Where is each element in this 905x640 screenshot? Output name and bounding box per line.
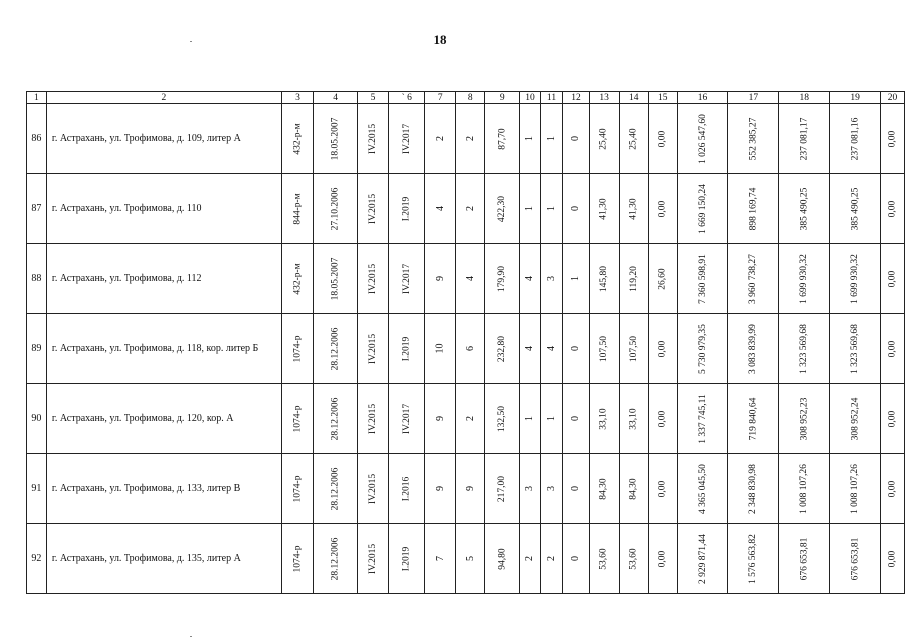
col17-amount-cell-text: 898 169,74 bbox=[748, 187, 759, 231]
col17-amount-cell bbox=[728, 454, 779, 524]
col18-amount-cell bbox=[779, 454, 830, 524]
end-quarter-cell-text: I.2016 bbox=[401, 476, 412, 502]
col13-area-cell bbox=[589, 244, 619, 314]
start-quarter-cell bbox=[357, 524, 388, 594]
col7-cell bbox=[425, 314, 456, 384]
document-date-cell-text: 28.12.2006 bbox=[330, 537, 341, 581]
col11-cell bbox=[540, 384, 563, 454]
col15-area-cell bbox=[648, 524, 677, 594]
col11-cell-text: 3 bbox=[546, 486, 557, 491]
col15-area-cell-text: 26,60 bbox=[657, 268, 668, 290]
col13-area-cell-text: 33,10 bbox=[599, 408, 610, 430]
col13-area-cell-text: 25,40 bbox=[599, 128, 610, 150]
col10-cell-text: 1 bbox=[524, 136, 536, 141]
col17-amount-cell bbox=[728, 314, 779, 384]
end-quarter-cell bbox=[389, 174, 425, 244]
col8-cell bbox=[456, 104, 485, 174]
col8-cell-text: 2 bbox=[464, 206, 476, 211]
document-number-cell-text: 432-р-м bbox=[292, 123, 303, 155]
col11-cell-text: 1 bbox=[546, 136, 557, 141]
col13-area-cell-text: 41,30 bbox=[599, 198, 610, 220]
end-quarter-cell-text: I.2019 bbox=[401, 196, 412, 222]
col13-area-cell bbox=[589, 454, 619, 524]
col19-amount-cell-text: 385 490,25 bbox=[850, 187, 861, 231]
column-number-header: 3 bbox=[281, 92, 313, 104]
col19-amount-cell-text: 1 699 930,32 bbox=[850, 254, 861, 304]
col8-cell-text: 5 bbox=[464, 556, 476, 561]
col12-cell bbox=[563, 314, 589, 384]
end-quarter-cell-text: I.2019 bbox=[401, 546, 412, 572]
col10-cell bbox=[520, 524, 540, 594]
document-number-cell bbox=[281, 524, 313, 594]
col14-area-cell-text: 33,10 bbox=[628, 408, 639, 430]
col19-amount-cell bbox=[830, 104, 881, 174]
col12-cell-text: 0 bbox=[570, 136, 582, 141]
col17-amount-cell-text: 719 840,64 bbox=[748, 397, 759, 441]
col9-area-cell bbox=[485, 314, 520, 384]
col10-cell bbox=[520, 314, 540, 384]
col18-amount-cell-text: 1 008 107,26 bbox=[799, 464, 810, 514]
col17-amount-cell-text: 552 385,27 bbox=[748, 117, 759, 161]
end-quarter-cell bbox=[389, 314, 425, 384]
col14-area-cell-text: 107,50 bbox=[628, 335, 639, 363]
column-number-header: 18 bbox=[779, 92, 830, 104]
col15-area-cell bbox=[648, 384, 677, 454]
end-quarter-cell-text: I.2019 bbox=[401, 336, 412, 362]
col18-amount-cell bbox=[779, 174, 830, 244]
col20-amount-cell-text: 0,00 bbox=[887, 550, 898, 568]
col16-amount-cell-text: 2 929 871,44 bbox=[697, 534, 708, 584]
col7-cell-text: 9 bbox=[434, 416, 446, 421]
column-number-header: ` 6 bbox=[389, 92, 425, 104]
col13-area-cell-text: 53,60 bbox=[599, 548, 610, 570]
col7-cell-text: 9 bbox=[434, 276, 446, 281]
col14-area-cell bbox=[619, 454, 648, 524]
column-number-header: 15 bbox=[648, 92, 677, 104]
column-number-header: 12 bbox=[563, 92, 589, 104]
col10-cell-text: 1 bbox=[524, 416, 536, 421]
row-number: 86 bbox=[27, 104, 47, 174]
address-cell: г. Астрахань, ул. Трофимова, д. 109, литер А bbox=[46, 104, 281, 174]
col10-cell bbox=[520, 454, 540, 524]
col9-area-cell-text: 422,30 bbox=[497, 195, 508, 223]
col9-area-cell-text: 217,00 bbox=[497, 475, 508, 503]
row-number: 92 bbox=[27, 524, 47, 594]
col7-cell-text: 10 bbox=[434, 343, 446, 354]
col13-area-cell bbox=[589, 314, 619, 384]
col15-area-cell-text: 0,00 bbox=[657, 550, 668, 568]
table-row bbox=[27, 384, 905, 454]
col13-area-cell bbox=[589, 384, 619, 454]
col20-amount-cell-text: 0,00 bbox=[887, 340, 898, 358]
column-number-header: 20 bbox=[881, 92, 905, 104]
col16-amount-cell bbox=[677, 104, 728, 174]
col15-area-cell-text: 0,00 bbox=[657, 200, 668, 218]
end-quarter-cell-text: IV.2017 bbox=[401, 123, 412, 155]
col12-cell bbox=[563, 104, 589, 174]
col20-amount-cell bbox=[881, 314, 905, 384]
col13-area-cell bbox=[589, 524, 619, 594]
col14-area-cell bbox=[619, 244, 648, 314]
col15-area-cell bbox=[648, 174, 677, 244]
col8-cell-text: 4 bbox=[464, 276, 476, 281]
col12-cell bbox=[563, 454, 589, 524]
col12-cell-text: 1 bbox=[570, 276, 582, 281]
col20-amount-cell bbox=[881, 454, 905, 524]
table-row bbox=[27, 104, 905, 174]
document-date-cell bbox=[314, 244, 358, 314]
start-quarter-cell bbox=[357, 104, 388, 174]
col10-cell bbox=[520, 174, 540, 244]
col14-area-cell bbox=[619, 174, 648, 244]
col8-cell bbox=[456, 174, 485, 244]
column-number-header: 10 bbox=[520, 92, 540, 104]
start-quarter-cell-text: IV.2015 bbox=[368, 403, 379, 435]
col9-area-cell bbox=[485, 244, 520, 314]
apartment-buildings-table bbox=[26, 91, 905, 594]
column-number-header: 8 bbox=[456, 92, 485, 104]
col16-amount-cell-text: 1 026 547,60 bbox=[697, 114, 708, 164]
col8-cell bbox=[456, 384, 485, 454]
document-number-cell-text: 432-р-м bbox=[292, 263, 303, 295]
column-number-row bbox=[27, 92, 905, 104]
col20-amount-cell bbox=[881, 524, 905, 594]
col16-amount-cell bbox=[677, 314, 728, 384]
end-quarter-cell bbox=[389, 384, 425, 454]
col16-amount-cell bbox=[677, 384, 728, 454]
address-cell: г. Астрахань, ул. Трофимова, д. 133, литер В bbox=[46, 454, 281, 524]
col12-cell bbox=[563, 384, 589, 454]
col11-cell-text: 1 bbox=[546, 416, 557, 421]
col14-area-cell-text: 25,40 bbox=[628, 128, 639, 150]
document-number-cell-text: 1074-р bbox=[292, 545, 303, 573]
col11-cell bbox=[540, 314, 563, 384]
row-number: 89 bbox=[27, 314, 47, 384]
col17-amount-cell bbox=[728, 524, 779, 594]
col10-cell-text: 4 bbox=[524, 276, 536, 281]
col8-cell bbox=[456, 454, 485, 524]
column-number-header: 11 bbox=[540, 92, 563, 104]
col16-amount-cell-text: 1 337 745,11 bbox=[697, 394, 708, 444]
col7-cell bbox=[425, 384, 456, 454]
col9-area-cell-text: 179,90 bbox=[497, 265, 508, 293]
col7-cell-text: 4 bbox=[434, 206, 446, 211]
table-row bbox=[27, 454, 905, 524]
col20-amount-cell-text: 0,00 bbox=[887, 130, 898, 148]
col12-cell-text: 0 bbox=[570, 206, 582, 211]
col13-area-cell bbox=[589, 104, 619, 174]
col10-cell bbox=[520, 384, 540, 454]
document-date-cell-text: 28.12.2006 bbox=[330, 327, 341, 371]
scan-speck bbox=[190, 636, 192, 637]
col10-cell-text: 3 bbox=[524, 486, 536, 491]
col16-amount-cell bbox=[677, 524, 728, 594]
col11-cell bbox=[540, 524, 563, 594]
document-number-cell-text: 1074-р bbox=[292, 335, 303, 363]
col15-area-cell bbox=[648, 454, 677, 524]
col15-area-cell-text: 0,00 bbox=[657, 340, 668, 358]
col17-amount-cell bbox=[728, 384, 779, 454]
end-quarter-cell bbox=[389, 454, 425, 524]
col12-cell-text: 0 bbox=[570, 346, 582, 351]
column-number-header: 4 bbox=[314, 92, 358, 104]
col12-cell-text: 0 bbox=[570, 416, 582, 421]
col15-area-cell bbox=[648, 244, 677, 314]
col17-amount-cell-text: 2 348 830,98 bbox=[748, 464, 759, 514]
col9-area-cell-text: 232,80 bbox=[497, 335, 508, 363]
col18-amount-cell-text: 385 490,25 bbox=[799, 187, 810, 231]
start-quarter-cell bbox=[357, 314, 388, 384]
col13-area-cell-text: 145,80 bbox=[599, 265, 610, 293]
col14-area-cell-text: 84,30 bbox=[628, 478, 639, 500]
column-number-header: 13 bbox=[589, 92, 619, 104]
col14-area-cell-text: 53,60 bbox=[628, 548, 639, 570]
col8-cell bbox=[456, 244, 485, 314]
col18-amount-cell bbox=[779, 314, 830, 384]
column-number-header: 19 bbox=[830, 92, 881, 104]
col13-area-cell-text: 84,30 bbox=[599, 478, 610, 500]
document-number-cell bbox=[281, 314, 313, 384]
col7-cell bbox=[425, 174, 456, 244]
address-cell: г. Астрахань, ул. Трофимова, д. 110 bbox=[46, 174, 281, 244]
col19-amount-cell-text: 1 323 569,68 bbox=[850, 324, 861, 374]
document-date-cell-text: 28.12.2006 bbox=[330, 397, 341, 441]
col12-cell bbox=[563, 244, 589, 314]
column-number-header: 5 bbox=[357, 92, 388, 104]
start-quarter-cell bbox=[357, 454, 388, 524]
start-quarter-cell-text: IV.2015 bbox=[368, 473, 379, 505]
col14-area-cell-text: 119,20 bbox=[628, 266, 639, 292]
col8-cell bbox=[456, 314, 485, 384]
col8-cell-text: 6 bbox=[464, 346, 476, 351]
col15-area-cell bbox=[648, 314, 677, 384]
start-quarter-cell-text: IV.2015 bbox=[368, 123, 379, 155]
col20-amount-cell bbox=[881, 244, 905, 314]
col8-cell-text: 9 bbox=[464, 486, 476, 491]
col16-amount-cell bbox=[677, 174, 728, 244]
document-number-cell bbox=[281, 104, 313, 174]
document-number-cell-text: 1074-р bbox=[292, 475, 303, 503]
row-number: 88 bbox=[27, 244, 47, 314]
document-number-cell bbox=[281, 174, 313, 244]
col13-area-cell bbox=[589, 174, 619, 244]
address-cell: г. Астрахань, ул. Трофимова, д. 118, кор. литер Б bbox=[46, 314, 281, 384]
col19-amount-cell-text: 237 081,16 bbox=[850, 117, 861, 161]
col9-area-cell bbox=[485, 104, 520, 174]
end-quarter-cell-text: IV.2017 bbox=[401, 263, 412, 295]
col20-amount-cell-text: 0,00 bbox=[887, 270, 898, 288]
table-row bbox=[27, 314, 905, 384]
col19-amount-cell-text: 1 008 107,26 bbox=[850, 464, 861, 514]
col12-cell-text: 0 bbox=[570, 556, 582, 561]
col15-area-cell bbox=[648, 104, 677, 174]
col16-amount-cell-text: 4 365 045,50 bbox=[697, 464, 708, 514]
col17-amount-cell bbox=[728, 104, 779, 174]
col15-area-cell-text: 0,00 bbox=[657, 480, 668, 498]
page-number: 18 bbox=[433, 32, 447, 47]
col18-amount-cell-text: 237 081,17 bbox=[799, 117, 810, 161]
document-number-cell bbox=[281, 244, 313, 314]
col12-cell bbox=[563, 174, 589, 244]
col19-amount-cell bbox=[830, 454, 881, 524]
start-quarter-cell-text: IV.2015 bbox=[368, 543, 379, 575]
col11-cell bbox=[540, 174, 563, 244]
document-number-cell bbox=[281, 384, 313, 454]
col19-amount-cell-text: 676 653,81 bbox=[850, 537, 861, 581]
table-row bbox=[27, 244, 905, 314]
address-cell: г. Астрахань, ул. Трофимова, д. 112 bbox=[46, 244, 281, 314]
col9-area-cell bbox=[485, 174, 520, 244]
start-quarter-cell bbox=[357, 244, 388, 314]
scan-speck bbox=[190, 41, 192, 42]
col14-area-cell bbox=[619, 104, 648, 174]
address-cell: г. Астрахань, ул. Трофимова, д. 135, литер А bbox=[46, 524, 281, 594]
column-number-header: 14 bbox=[619, 92, 648, 104]
end-quarter-cell bbox=[389, 244, 425, 314]
col19-amount-cell bbox=[830, 384, 881, 454]
end-quarter-cell-text: IV.2017 bbox=[401, 403, 412, 435]
col19-amount-cell bbox=[830, 314, 881, 384]
document-date-cell bbox=[314, 524, 358, 594]
column-number-header: 16 bbox=[677, 92, 728, 104]
col10-cell-text: 4 bbox=[524, 346, 536, 351]
col11-cell-text: 3 bbox=[546, 276, 557, 281]
col7-cell bbox=[425, 244, 456, 314]
col17-amount-cell-text: 1 576 563,82 bbox=[748, 534, 759, 584]
col14-area-cell bbox=[619, 384, 648, 454]
col14-area-cell-text: 41,30 bbox=[628, 198, 639, 220]
column-number-header: 2 bbox=[46, 92, 281, 104]
end-quarter-cell bbox=[389, 104, 425, 174]
col8-cell-text: 2 bbox=[464, 416, 476, 421]
col17-amount-cell bbox=[728, 244, 779, 314]
row-number: 91 bbox=[27, 454, 47, 524]
col16-amount-cell-text: 5 730 979,35 bbox=[697, 324, 708, 374]
col9-area-cell bbox=[485, 384, 520, 454]
col18-amount-cell bbox=[779, 244, 830, 314]
col7-cell bbox=[425, 454, 456, 524]
col18-amount-cell bbox=[779, 384, 830, 454]
end-quarter-cell bbox=[389, 524, 425, 594]
col11-cell bbox=[540, 104, 563, 174]
col18-amount-cell bbox=[779, 104, 830, 174]
col13-area-cell-text: 107,50 bbox=[599, 335, 610, 363]
col19-amount-cell bbox=[830, 244, 881, 314]
col20-amount-cell bbox=[881, 174, 905, 244]
col14-area-cell bbox=[619, 314, 648, 384]
document-number-cell bbox=[281, 454, 313, 524]
col12-cell-text: 0 bbox=[570, 486, 582, 491]
document-date-cell bbox=[314, 174, 358, 244]
col10-cell bbox=[520, 104, 540, 174]
col20-amount-cell bbox=[881, 104, 905, 174]
document-date-cell-text: 18.05.2007 bbox=[330, 117, 341, 161]
col20-amount-cell bbox=[881, 384, 905, 454]
col19-amount-cell-text: 308 952,24 bbox=[850, 397, 861, 441]
col8-cell bbox=[456, 524, 485, 594]
col10-cell-text: 2 bbox=[524, 556, 536, 561]
col19-amount-cell bbox=[830, 524, 881, 594]
col18-amount-cell-text: 1 699 930,32 bbox=[799, 254, 810, 304]
start-quarter-cell-text: IV.2015 bbox=[368, 263, 379, 295]
col16-amount-cell bbox=[677, 454, 728, 524]
col15-area-cell-text: 0,00 bbox=[657, 410, 668, 428]
col12-cell bbox=[563, 524, 589, 594]
col16-amount-cell-text: 7 360 598,91 bbox=[697, 254, 708, 304]
table-row bbox=[27, 524, 905, 594]
col14-area-cell bbox=[619, 524, 648, 594]
document-date-cell-text: 27.10.2006 bbox=[330, 187, 341, 231]
col9-area-cell bbox=[485, 454, 520, 524]
table-row bbox=[27, 174, 905, 244]
col7-cell-text: 2 bbox=[434, 136, 446, 141]
document-number-cell-text: 1074-р bbox=[292, 405, 303, 433]
start-quarter-cell-text: IV.2015 bbox=[368, 193, 379, 225]
col15-area-cell-text: 0,00 bbox=[657, 130, 668, 148]
row-number: 87 bbox=[27, 174, 47, 244]
col9-area-cell-text: 132,50 bbox=[497, 405, 508, 433]
col16-amount-cell-text: 1 669 150,24 bbox=[697, 184, 708, 234]
col9-area-cell bbox=[485, 524, 520, 594]
col17-amount-cell-text: 3 960 738,27 bbox=[748, 254, 759, 304]
col10-cell-text: 1 bbox=[524, 206, 536, 211]
col11-cell-text: 1 bbox=[546, 206, 557, 211]
document-date-cell-text: 28.12.2006 bbox=[330, 467, 341, 511]
start-quarter-cell-text: IV.2015 bbox=[368, 333, 379, 365]
column-number-header: 1 bbox=[27, 92, 47, 104]
col7-cell-text: 9 bbox=[434, 486, 446, 491]
start-quarter-cell bbox=[357, 384, 388, 454]
col18-amount-cell-text: 308 952,23 bbox=[799, 397, 810, 441]
column-number-header: 17 bbox=[728, 92, 779, 104]
col20-amount-cell-text: 0,00 bbox=[887, 480, 898, 498]
col7-cell-text: 7 bbox=[434, 556, 446, 561]
col18-amount-cell-text: 1 323 569,68 bbox=[799, 324, 810, 374]
col9-area-cell-text: 94,80 bbox=[497, 548, 508, 570]
column-number-header: 9 bbox=[485, 92, 520, 104]
document-number-cell-text: 844-р-м bbox=[292, 193, 303, 225]
start-quarter-cell bbox=[357, 174, 388, 244]
col19-amount-cell bbox=[830, 174, 881, 244]
document-date-cell bbox=[314, 384, 358, 454]
col11-cell bbox=[540, 244, 563, 314]
document-date-cell bbox=[314, 314, 358, 384]
col20-amount-cell-text: 0,00 bbox=[887, 200, 898, 218]
col18-amount-cell bbox=[779, 524, 830, 594]
address-cell: г. Астрахань, ул. Трофимова, д. 120, кор. А bbox=[46, 384, 281, 454]
col10-cell bbox=[520, 244, 540, 314]
document-date-cell-text: 18.05.2007 bbox=[330, 257, 341, 301]
col8-cell-text: 2 bbox=[464, 136, 476, 141]
col17-amount-cell-text: 3 083 839,99 bbox=[748, 324, 759, 374]
document-date-cell bbox=[314, 454, 358, 524]
col17-amount-cell bbox=[728, 174, 779, 244]
col11-cell-text: 4 bbox=[546, 346, 557, 351]
col11-cell-text: 2 bbox=[546, 556, 557, 561]
col20-amount-cell-text: 0,00 bbox=[887, 410, 898, 428]
col7-cell bbox=[425, 524, 456, 594]
col16-amount-cell bbox=[677, 244, 728, 314]
row-number: 90 bbox=[27, 384, 47, 454]
document-date-cell bbox=[314, 104, 358, 174]
col18-amount-cell-text: 676 653,81 bbox=[799, 537, 810, 581]
col9-area-cell-text: 87,70 bbox=[497, 128, 508, 150]
column-number-header: 7 bbox=[425, 92, 456, 104]
col11-cell bbox=[540, 454, 563, 524]
col7-cell bbox=[425, 104, 456, 174]
